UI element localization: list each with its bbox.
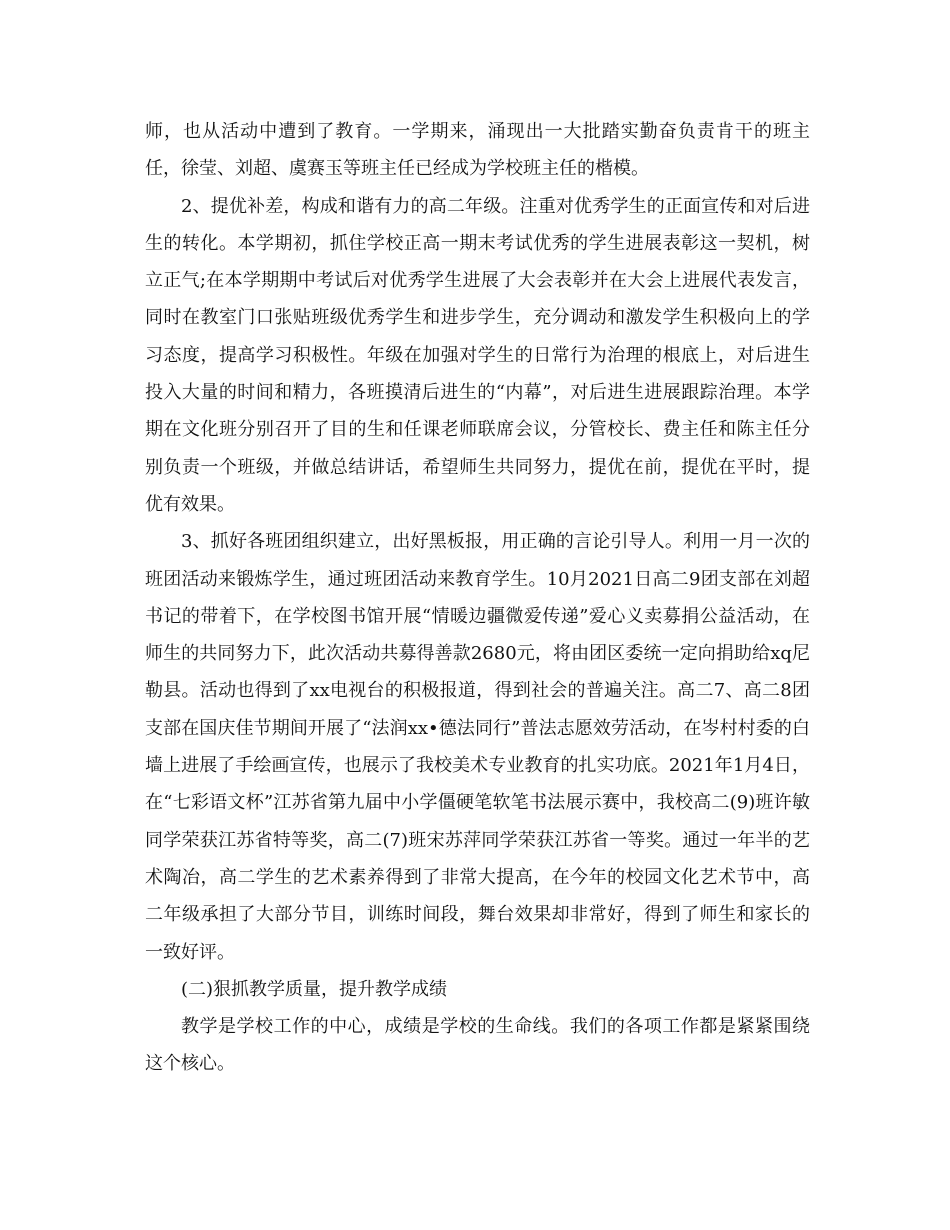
paragraph-item-2: 2、提优补差，构成和谐有力的高二年级。注重对优秀学生的正面宣传和对后进生的转化。本学期初，抓住学校正高一期末考试优秀的学生进展表彰这一契机，树立正气;在本学期期中考试后对优秀学生进展了大会表彰并在大会上进展代表发言，同时在教室门口张贴班级优秀学生和进步学生，充分调动和激发学生积极向上的学习态度，提高学习积极性。年级在加强对学生的日常行为治理的根底上，对后进生投入大量的时间和精力，各班摸清后进生的“内幕”，对后进生进展跟踪治理。本学期在文化班分别召开了目的生和任课老师联席会议，分管校长、费主任和陈主任分别负责一个班级，并做总结讲话，希望师生共同努力，提优在前，提优在平时，提优有效果。 <box>145 195 810 515</box>
paragraph-continuation: 师，也从活动中遭到了教育。一学期来，涌现出一大批踏实勤奋负责肯干的班主任，徐莹、刘超、虞赛玉等班主任已经成为学校班主任的楷模。 <box>145 121 810 180</box>
paragraph-teaching: 教学是学校工作的中心，成绩是学校的生命线。我们的各项工作都是紧紧围绕这个核心。 <box>145 1016 810 1075</box>
document-body <box>145 113 810 1083</box>
paragraph-item-3: 3、抓好各班团组织建立，出好黑板报，用正确的言论引导人。利用一月一次的班团活动来锻炼学生，通过班团活动来教育学生。10月2021日高二9团支部在刘超书记的带着下，在学校图书馆开展“情暖边疆微爱传递”爱心义卖募捐公益活动，在师生的共同努力下，此次活动共募得善款2680元，将由团区委统一定向捐助给xq尼勒县。活动也得到了xx电视台的积极报道，得到社会的普遍关注。高二7、高二8团支部在国庆佳节期间开展了“法润xx•德法同行”普法志愿效劳活动，在岑村村委的白墙上进展了手绘画宣传，也展示了我校美术专业教育的扎实功底。2021年1月4日，在“七彩语文杯”江苏省第九届中小学僵硬笔软笔书法展示赛中，我校高二(9)班许敏同学荣获江苏省特等奖，高二(7)班宋苏萍同学荣获江苏省一等奖。通过一年半的艺术陶冶，高二学生的艺术素养得到了非常大提高，在今年的校园文化艺术节中，高二年级承担了大部分节目，训练时间段，舞台效果却非常好，得到了师生和家长的一致好评。 <box>145 531 810 963</box>
section-heading: (二)狠抓教学质量，提升教学成绩 <box>181 978 448 1000</box>
